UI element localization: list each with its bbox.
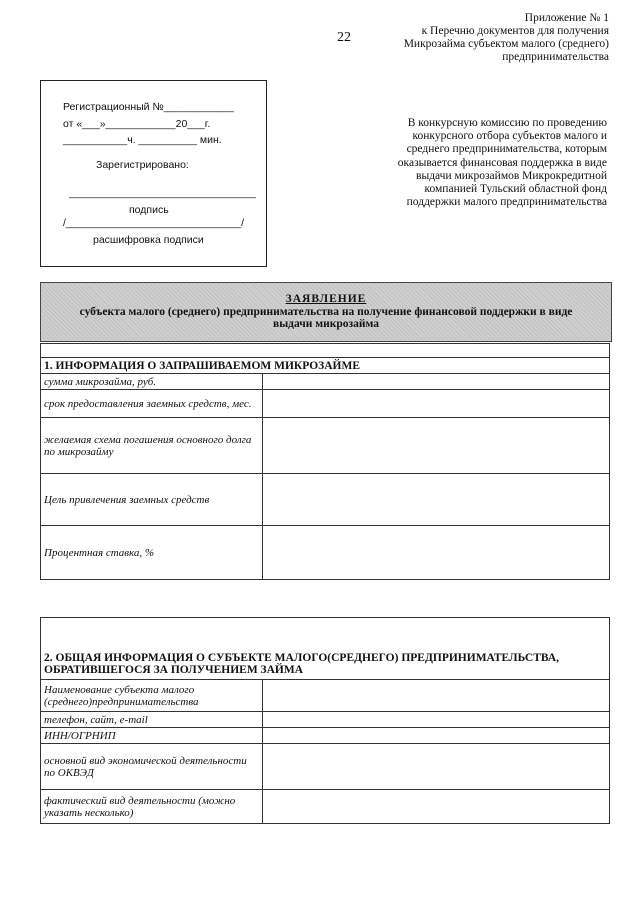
appendix-line: предпринимательства bbox=[502, 51, 609, 63]
signature-label: подпись bbox=[129, 204, 169, 216]
registered-label: Зарегистрировано: bbox=[96, 159, 189, 171]
okved-input[interactable] bbox=[263, 744, 610, 790]
table-row bbox=[41, 790, 610, 824]
row-label: фактический вид деятельности (можно указать несколько) bbox=[41, 790, 263, 824]
table-row bbox=[41, 418, 610, 474]
addressee-line: среднего предпринимательства, которым bbox=[406, 143, 607, 156]
application-subtitle: выдачи микрозайма bbox=[272, 318, 379, 330]
row-label: срок предоставления заемных средств, мес. bbox=[41, 390, 263, 418]
table-row bbox=[41, 474, 610, 526]
actual-activity-input[interactable] bbox=[263, 790, 610, 824]
row-label: телефон, сайт, e-mail bbox=[41, 712, 263, 728]
contacts-input[interactable] bbox=[263, 712, 610, 728]
interest-rate-input[interactable] bbox=[263, 526, 610, 580]
addressee-block bbox=[385, 117, 607, 209]
decryption-label: расшифровка подписи bbox=[93, 234, 204, 246]
application-title-banner bbox=[40, 282, 612, 342]
row-label: Цель привлечения заемных средств bbox=[41, 474, 263, 526]
appendix-line: Микрозайма субъектом малого (среднего) bbox=[403, 38, 609, 50]
table-row bbox=[41, 390, 610, 418]
appendix-note bbox=[369, 12, 609, 64]
addressee-line: компанией Тульский областной фонд bbox=[424, 183, 607, 196]
table-row bbox=[41, 680, 610, 712]
table-row bbox=[41, 712, 610, 728]
reg-number-field[interactable]: Регистрационный №____________ bbox=[63, 101, 234, 113]
section2-heading: 2. ОБЩАЯ ИНФОРМАЦИЯ О СУБЪЕКТЕ МАЛОГО(СРЕДНЕГО) ПРЕДПРИНИМАТЕЛЬСТВА, ОБРАТИВШЕГОСЯ ЗА ПОЛУЧЕНИЕМ ЗАЙМА bbox=[41, 618, 610, 680]
appendix-line: к Перечню документов для получения bbox=[421, 25, 609, 37]
company-name-input[interactable] bbox=[263, 680, 610, 712]
section1-heading: 1. ИНФОРМАЦИЯ О ЗАПРАШИВАЕМОМ МИКРОЗАЙМЕ bbox=[41, 358, 610, 374]
table-row bbox=[41, 728, 610, 744]
loan-term-input[interactable] bbox=[263, 390, 610, 418]
loan-amount-input[interactable] bbox=[263, 374, 610, 390]
reg-date-field[interactable]: от «___»____________20___г. bbox=[63, 118, 211, 130]
row-label: Наименование субъекта малого (среднего)предпринимательства bbox=[41, 680, 263, 712]
section1-table bbox=[40, 343, 610, 580]
decryption-blank[interactable]: /______________________________/ bbox=[63, 217, 245, 229]
addressee-line: поддержки малого предпринимательства bbox=[406, 196, 607, 209]
registration-box bbox=[40, 80, 267, 267]
loan-purpose-input[interactable] bbox=[263, 474, 610, 526]
row-label: основной вид экономической деятельности по ОКВЭД bbox=[41, 744, 263, 790]
application-subtitle: субъекта малого (среднего) предпринимательства на получение финансовой поддержки в виде bbox=[79, 305, 573, 318]
inn-ogrnip-input[interactable] bbox=[263, 728, 610, 744]
addressee-line: конкурсного отбора субъектов малого и bbox=[412, 130, 607, 143]
table-row bbox=[41, 526, 610, 580]
reg-time-field[interactable]: ___________ч. __________ мин. bbox=[63, 134, 222, 146]
row-label: сумма микрозайма, руб. bbox=[41, 374, 263, 390]
application-title: ЗАЯВЛЕНИЕ bbox=[285, 293, 367, 305]
row-label: желаемая схема погашения основного долга по микрозайму bbox=[41, 418, 263, 474]
row-label: Процентная ставка, % bbox=[41, 526, 263, 580]
page-number: 22 bbox=[337, 30, 351, 45]
addressee-line: оказывается финансовая поддержка в виде bbox=[397, 156, 607, 169]
appendix-line: Приложение № 1 bbox=[524, 12, 609, 24]
table-row bbox=[41, 374, 610, 390]
row-label: ИНН/ОГРНИП bbox=[41, 728, 263, 744]
table-row bbox=[41, 744, 610, 790]
signature-blank[interactable]: ________________________________ bbox=[69, 187, 256, 199]
addressee-line: выдачи микрозаймов Микрокредитной bbox=[416, 169, 607, 182]
spacer-row bbox=[41, 344, 610, 358]
section2-table bbox=[40, 617, 610, 824]
repayment-scheme-input[interactable] bbox=[263, 418, 610, 474]
addressee-line: В конкурсную комиссию по проведению bbox=[407, 117, 607, 129]
